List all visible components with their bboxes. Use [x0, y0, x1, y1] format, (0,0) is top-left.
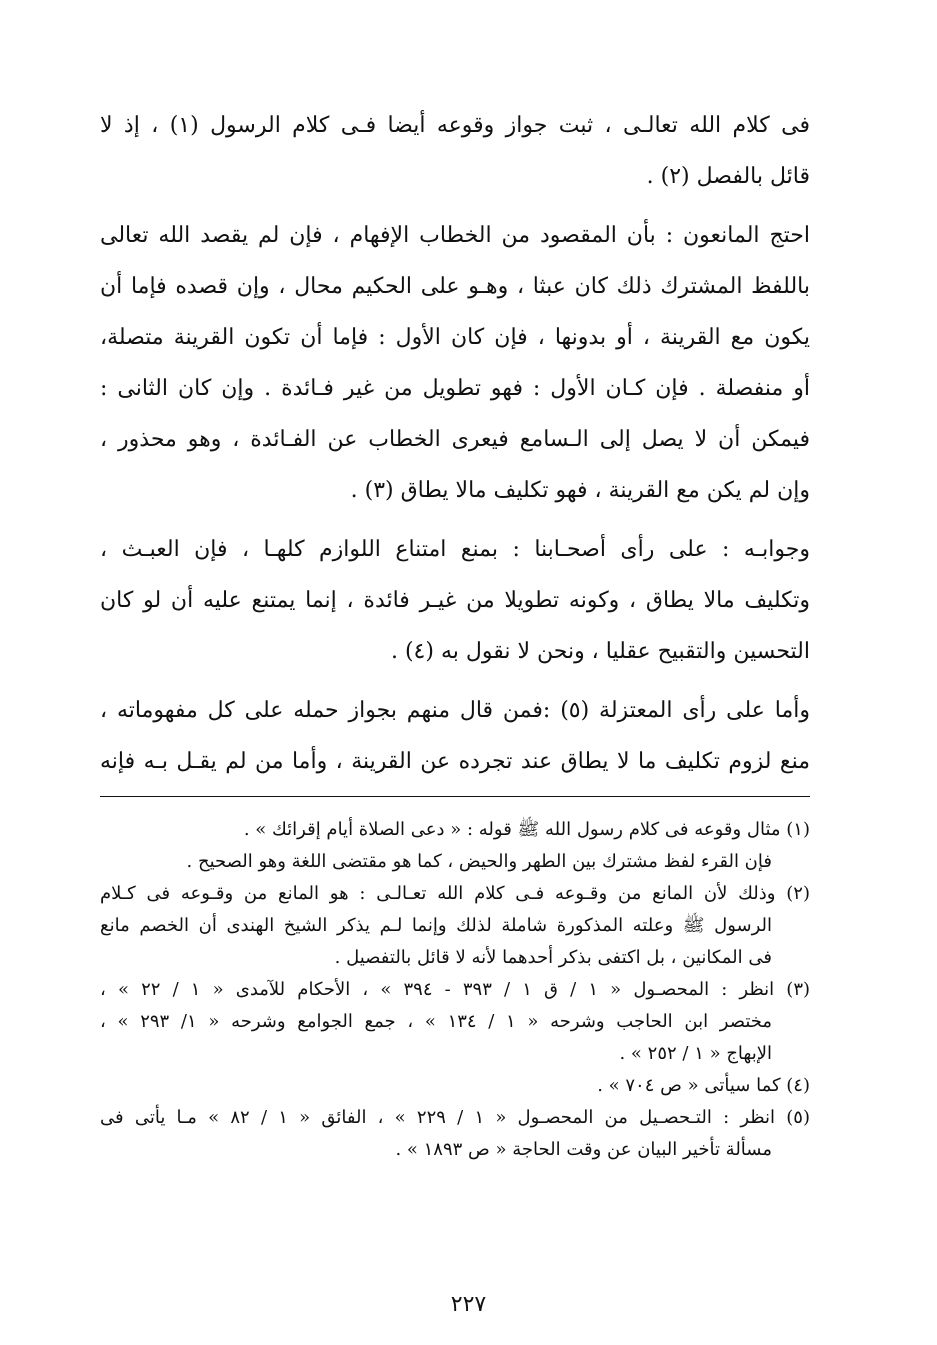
paragraph [100, 524, 810, 677]
text-line: منع لزوم تكليف ما لا يطاق عند تجرده عن القرينة ، وأما من لم يقـل بـه فإنه [100, 749, 810, 774]
page-number: ٢٢٧ [450, 1292, 487, 1317]
text-line: يكون مع القرينة ، أو بدونها ، فإن كان الأول : فإما أن تكون القرينة متصلة، [100, 325, 810, 350]
text-line: التحسين والتقبيح عقليا ، ونحن لا نقول به (٤) . [390, 639, 810, 664]
paragraph [100, 685, 810, 787]
text-line: احتج المانعون : بأن المقصود من الخطاب الإفهام ، فإن لم يقصد الله تعالى [100, 223, 810, 248]
footnote [100, 974, 810, 1070]
footnote-line: (٤) كما سيأتى « ص ٧٠٤ » . [597, 1075, 810, 1096]
footnote-line: مسألة تأخير البيان عن وقت الحاجة « ص ١٨٩٣ » . [395, 1139, 772, 1160]
footnote-line: فى المكانين ، بل اكتفى بذكر أحدهما لأنه لا قائل بالتفصيل . [334, 947, 772, 968]
footnote-line: (١) مثال وقوعه فى كلام رسول الله ﷺ قوله : « دعى الصلاة أيام إقرائك » . [243, 819, 810, 840]
text-line: وإن لم يكن مع القرينة ، فهو تكليف مالا يطاق (٣) . [350, 478, 810, 503]
main-text [100, 100, 810, 787]
text-line: وتكليف مالا يطاق ، وكونه تطويلا من غيـر فائدة ، إنما يمتنع عليه أن لو كان [100, 588, 810, 613]
text-line: قائل بالفصل (٢) . [646, 164, 810, 189]
footnote [100, 1102, 810, 1166]
text-line: وأما على رأى المعتزلة (٥) :فمن قال منهم بجواز حمله على كل مفهوماته ، [100, 698, 810, 723]
footnote [100, 814, 810, 878]
footnote-line: الإبهاج « ١ / ٢٥٢ » . [619, 1043, 772, 1064]
text-line: أو منفصلة . فإن كـان الأول : فهو تطويل من غير فـائدة . وإن كان الثانى : [100, 376, 810, 401]
footnote [100, 1070, 810, 1102]
footnote-line: الرسول ﷺ وعلته المذكورة شاملة لذلك وإنما لـم يذكر الشيخ الهندى أن الخصم مانع [100, 915, 772, 936]
footnote-line: (٣) انظر : المحصـول « ١ / ق ١ / ٣٩٣ - ٣٩٤ » ، الأحكام للآمدى « ١ / ٢٢ » ، [100, 979, 810, 1000]
text-line: باللفظ المشترك ذلك كان عبثا ، وهـو على الحكيم محال ، وإن قصده فإما أن [100, 274, 810, 299]
paragraph [100, 210, 810, 516]
footnote-line: (٥) انظر : التـحصـيل من المحصـول « ١ / ٢٢٩ » ، الفائق « ١ / ٨٢ » مـا يأتى فى [100, 1107, 810, 1128]
footnote-divider [100, 796, 810, 797]
footnote [100, 878, 810, 974]
footnote-line: فإن القرء لفظ مشترك بين الطهر والحيض ، كما هو مقتضى اللغة وهو الصحيح . [186, 851, 772, 872]
footnotes [100, 814, 810, 1166]
footnote-line: (٢) وذلك لأن المانع من وقـوعه فـى كلام الله تعـالـى : هو المانع من وقـوعه فى كـلام [100, 883, 810, 904]
text-line: فى كلام الله تعالـى ، ثبت جواز وقوعه أيضا فـى كلام الرسول (١) ، إذ لا [100, 113, 810, 138]
text-line: فيمكن أن لا يصل إلى الـسامع فيعرى الخطاب عن الفـائدة ، وهو محذور ، [100, 427, 810, 452]
footnote-line: مختصر ابن الحاجب وشرحه « ١ / ١٣٤ » ، جمع الجوامع وشرحه « ١/ ٢٩٣ » ، [100, 1011, 773, 1032]
paragraph [100, 100, 810, 202]
text-line: وجوابـه : على رأى أصحـابنا : بمنع امتناع اللوازم كلهـا ، فإن العبـث ، [100, 537, 810, 562]
